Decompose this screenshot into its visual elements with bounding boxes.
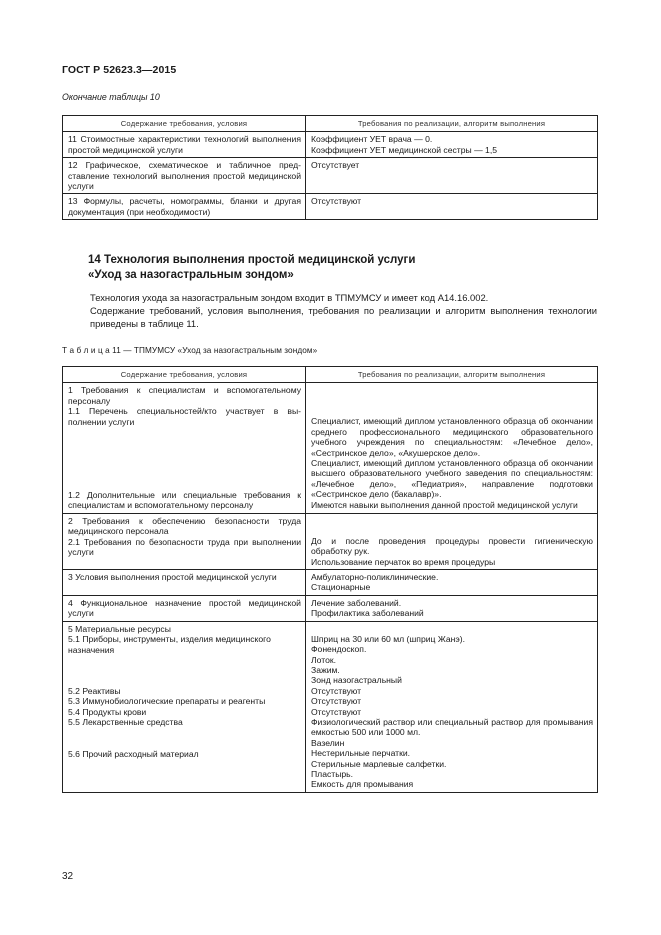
- cell-line: Зажим.: [311, 664, 340, 675]
- cell-line: Вазелин: [311, 737, 345, 748]
- paragraph: [62, 291, 597, 330]
- section-heading: [88, 253, 415, 283]
- table-row: [63, 132, 598, 158]
- table-cell: [306, 621, 598, 792]
- cell-line: 5.4 Продукты крови: [68, 706, 147, 717]
- cell-line: Лоток.: [311, 654, 336, 665]
- page-number: 32: [62, 871, 74, 882]
- cell-line: Отсутствует: [311, 160, 360, 171]
- table11: [62, 366, 598, 793]
- paragraph-text: Технология ухода за назогастральным зондом входит в ТПМУМСУ и имеет код А14.16.002.: [90, 292, 489, 303]
- table10: [62, 115, 598, 220]
- cell-line: Емкость для промывания: [311, 779, 414, 790]
- table-header-row: [63, 116, 598, 132]
- cell-line: Зонд назогастральный: [311, 675, 402, 686]
- cell-line: До и после проведения процедуры провести гигиеническую обработку рук.: [311, 535, 593, 557]
- cell-line: 5.3 Иммунобиологические препараты и реагенты: [68, 696, 266, 707]
- cell-line: Отсутствуют: [311, 706, 362, 717]
- cell-line: Фонендоскоп.: [311, 644, 367, 655]
- table-cell: [63, 621, 306, 792]
- cell-line: 5.6 Прочий расходный материал: [68, 748, 199, 759]
- column-header: Требования по реализации, алгоритм выполнения: [306, 367, 598, 383]
- document-header: ГОСТ Р 52623.3—2015: [62, 64, 177, 76]
- cell-spacer: [68, 728, 301, 749]
- table10-caption: Окончание таблицы 10: [62, 92, 160, 102]
- paragraph-text: Содержание требований, условия выполнения, требования по реализации и алгоритм выполнения технологии приведены в таблице 11.: [90, 305, 597, 329]
- cell-line: 2 Требования к обеспечению безопасности труда медицинского персонала: [68, 515, 301, 537]
- cell-spacer: [311, 385, 593, 416]
- table-row: [63, 194, 598, 220]
- cell-line: 5.1 Приборы, инструменты, изделия медицинского назначения: [68, 634, 271, 655]
- cell-line: 5.2 Реактивы: [68, 685, 121, 696]
- cell-spacer: [68, 655, 301, 686]
- cell-line: Стерильные марлевые салфетки.: [311, 758, 447, 769]
- cell-line: Отсутствуют: [311, 196, 362, 207]
- cell-line: Нестерильные перчатки.: [311, 748, 411, 759]
- section-title-line: 14 Технология выполнения простой медицинской услуги: [88, 254, 416, 266]
- section-title-line: «Уход за назогастральным зондом»: [88, 269, 294, 281]
- table-header-row: [63, 367, 598, 383]
- cell-line: Специалист, имеющий диплом установленного образца об окончании среднего профессионального медицинского образовательного учебного учреждения по специальностям: «Лечебное дело», «Сестринское дело», «Акушерское дело».: [311, 416, 593, 458]
- table-row: [63, 383, 598, 513]
- table-cell: [63, 383, 306, 513]
- table-row: [63, 513, 598, 569]
- cell-line: Профилактика заболеваний: [311, 608, 424, 619]
- table-cell: 12 Графическое, схематическое и табличное представление технологий выполнения простой медицинской услуги: [63, 158, 306, 194]
- cell-line: 1.1 Перечень специальностей/кто участвует в выполнении услуги: [68, 406, 301, 427]
- table-cell: [306, 595, 598, 621]
- table-row: [63, 158, 598, 194]
- table-row: [63, 621, 598, 792]
- cell-line: Шприц на 30 или 60 мл (шприц Жанэ).: [311, 633, 466, 644]
- cell-line: Коэффициент УЕТ медицинской сестры — 1,5: [311, 144, 497, 155]
- table-cell: [306, 513, 598, 569]
- cell-line: Отсутствуют: [311, 685, 362, 696]
- table-row: [63, 570, 598, 596]
- cell-spacer: [311, 516, 593, 536]
- cell-line: 2.1 Требования по безопасности труда при выполнении услуги: [68, 536, 301, 558]
- cell-line: Коэффициент УЕТ врача — 0.: [311, 134, 433, 145]
- table-cell: [306, 570, 598, 596]
- table-cell: 11 Стоимостные характеристики технологий выполнения простой медицинской услуги: [63, 132, 306, 158]
- table-cell: [306, 158, 598, 194]
- cell-line: 1.2 Дополнительные или специальные требования к специалистам и вспомогательному персоналу: [68, 490, 301, 511]
- column-header: Требования по реализации, алгоритм выполнения: [306, 116, 598, 132]
- cell-line: Амбулаторно-поликлинические.: [311, 572, 439, 583]
- table11-caption: Т а б л и ц а 11 — ТПМУМСУ «Уход за назогастральным зондом»: [62, 346, 318, 355]
- cell-line: Отсутствуют: [311, 696, 362, 707]
- cell-spacer: [68, 427, 301, 490]
- cell-line: Имеются навыки выполнения данной простой медицинской услуги: [311, 499, 578, 510]
- table-cell: [306, 194, 598, 220]
- cell-line: Специалист, имеющий диплом установленного образца об окончании высшего образовательного учебного заведения по специальностям: «Лечебное дело», «Педиатрия», направление подготовки «Сестринское дело (бакалавр)».: [311, 458, 593, 500]
- cell-spacer: [311, 624, 593, 634]
- table-cell: 3 Условия выполнения простой медицинской услуги: [63, 570, 306, 596]
- cell-line: 1 Требования к специалистам и вспомогательному персоналу: [68, 385, 301, 406]
- table-cell: [306, 383, 598, 513]
- table-cell: [306, 132, 598, 158]
- cell-line: Физиологический раствор или специальный раствор для промывания емкостью 500 или 1000 мл.: [311, 716, 593, 738]
- cell-line: Использование перчаток во время процедуры: [311, 556, 496, 567]
- table-cell: 13 Формулы, расчеты, номограммы, бланки и другая документация (при необходимости): [63, 194, 306, 220]
- cell-line: 5 Материальные ресурсы: [68, 623, 171, 634]
- table-cell: [63, 513, 306, 569]
- cell-line: Лечение заболеваний.: [311, 597, 402, 608]
- table-cell: 4 Функциональное назначение простой медицинской услуги: [63, 595, 306, 621]
- cell-line: Стационарные: [311, 582, 371, 593]
- cell-line: Пластырь.: [311, 768, 354, 779]
- table-row: [63, 595, 598, 621]
- cell-line: 5.5 Лекарственные средства: [68, 717, 183, 728]
- column-header: Содержание требования, условия: [63, 367, 306, 383]
- column-header: Содержание требования, условия: [63, 116, 306, 132]
